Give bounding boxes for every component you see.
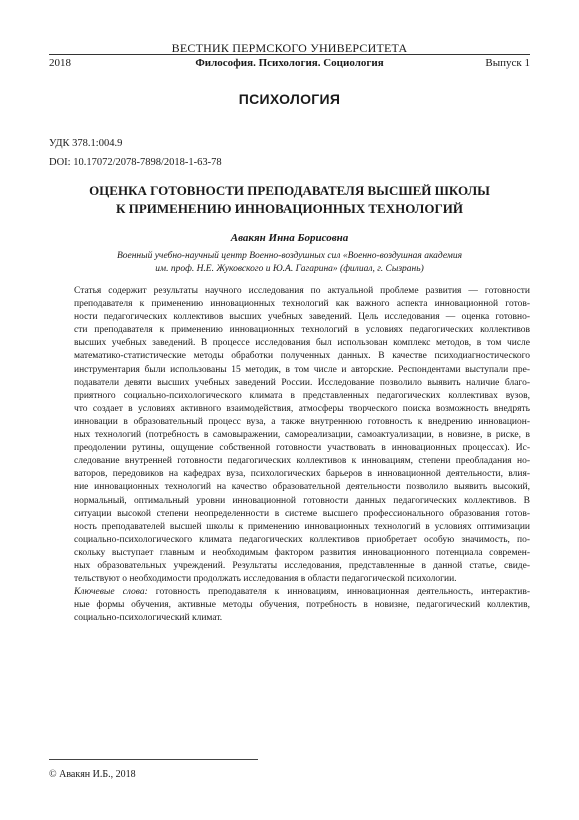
journal-year: 2018: [49, 57, 71, 69]
abstract-line: следование внутренней готовности педагогических коллективов к инновациям, степени преобладания но-: [74, 456, 530, 467]
doi-link[interactable]: DOI: 10.17072/2078-7898/2018-1-63-78: [49, 157, 222, 168]
abstract-line: преодолении рутины, ощущение собственной готовности участвовать в инновационных процессах). Ис-: [74, 443, 530, 454]
abstract-line: скольку выступает главным и необходимым фактором развития инновационного потенциала современ-: [74, 547, 530, 558]
abstract-line: математико-статистические методы обработки полученных данных. В качестве психодиагностического: [74, 351, 530, 362]
header-divider: [49, 54, 530, 55]
article-title-line: К ПРИМЕНЕНИЮ ИННОВАЦИОННЫХ ТЕХНОЛОГИЙ: [116, 201, 463, 216]
author-name: Авакян Инна Борисовна: [230, 232, 349, 244]
abstract-line: ваторов, передовиков на кафедрах вуза, психологических барьеров в инновационной деятельности, влия-: [74, 469, 530, 480]
journal-name: ВЕСТНИК ПЕРМСКОГО УНИВЕРСИТЕТА: [171, 41, 408, 55]
article-title: [49, 182, 530, 218]
udc-code: УДК 378.1:004.9: [49, 138, 123, 149]
abstract-line: преподавателя к применению инновационных технологий как важного аспекта инновационной готов-: [74, 299, 530, 310]
journal-issue: Выпуск 1: [485, 57, 530, 69]
copyright-notice: © Авакян И.Б., 2018: [49, 769, 136, 780]
abstract-line: социально-психологического климата педагогических коллективов приобретает особую значимость, по-: [74, 534, 530, 545]
abstract-line: инструментария были использованы 15 методик, в том числе и авторские. Респондентами выступали пре-: [74, 364, 530, 375]
abstract-line: приятного социально-психологического климата в представленных педагогических коллективах вузов,: [74, 390, 530, 401]
abstract-line: тельствуют о необходимости продолжать исследования в области педагогической психологии.: [74, 574, 457, 585]
abstract-line: высших учебных заведений. В процессе исследования был использован комплекс методов, в том числе: [74, 338, 530, 349]
keywords-line: социально-психологический климат.: [74, 613, 223, 624]
keywords-label: Ключевые слова:: [74, 587, 148, 598]
abstract: [74, 285, 530, 625]
affiliation-line: им. проф. Н.Е. Жуковского и Ю.А. Гагарина» (филиал, г. Сызрань): [155, 264, 424, 274]
keywords-text: готовность преподавателя к инновациям, инновационная деятельность, интерактив-: [147, 587, 530, 598]
abstract-line: ных технологий (потребность в самовыражении, самореализации, самоактуализации, в новизне, в риске, в: [74, 430, 530, 441]
abstract-line: нормальный, оптимальный уровни инновационной готовности данных педагогических коллективов. В: [74, 495, 530, 506]
affiliation-line: Военный учебно-научный центр Военно-воздушных сил «Военно-воздушная академия: [116, 251, 463, 261]
abstract-line: инновации в образовательный процесс вуза, а также внутреннюю готовность к внедрению инновацион-: [74, 416, 530, 427]
journal-series: Философия. Психология. Социология: [195, 57, 384, 69]
keywords-line: ные формы обучения, активные методы обучения, потребность в новизне, педагогический коллектив,: [74, 600, 530, 611]
abstract-line: ности педагогических коллективов высших учебных заведений. Цель исследования — оценка готовно-: [74, 312, 530, 323]
article-title-line: ОЦЕНКА ГОТОВНОСТИ ПРЕПОДАВАТЕЛЯ ВЫСШЕЙ ШКОЛЫ: [89, 183, 490, 198]
keywords-line: [74, 586, 530, 599]
section-heading: ПСИХОЛОГИЯ: [238, 91, 341, 107]
footnote-divider: [49, 759, 258, 760]
abstract-line: ных образовательных учреждений. Результаты исследования, представленные в данной статье, свиде-: [74, 560, 530, 571]
abstract-line: ситуации высокой степени неопределенности в системе высшего профессионального образования готов-: [74, 508, 530, 519]
abstract-line: ние инновационных технологий на качество образовательной деятельности позволило выявить высокий,: [74, 482, 530, 493]
author-affiliation: [49, 250, 530, 276]
abstract-line: Статья содержит результаты научного исследования по актуальной проблеме развития — готовности: [74, 286, 530, 296]
abstract-line: ность преподавателей высшей школы к применению инновационных технологий в условиях оптимизации: [74, 521, 530, 532]
abstract-line: подаватели девяти высших учебных заведений России. Исследование позволило выявить наличие благо-: [74, 377, 530, 388]
abstract-line: что создает в условиях активного взаимодействия, атмосферы творческого поиска возможность внедрять: [74, 403, 530, 414]
abstract-line: сти преподавателя к применению инновационных технологий в условиях педагогических коллективов: [74, 325, 530, 336]
